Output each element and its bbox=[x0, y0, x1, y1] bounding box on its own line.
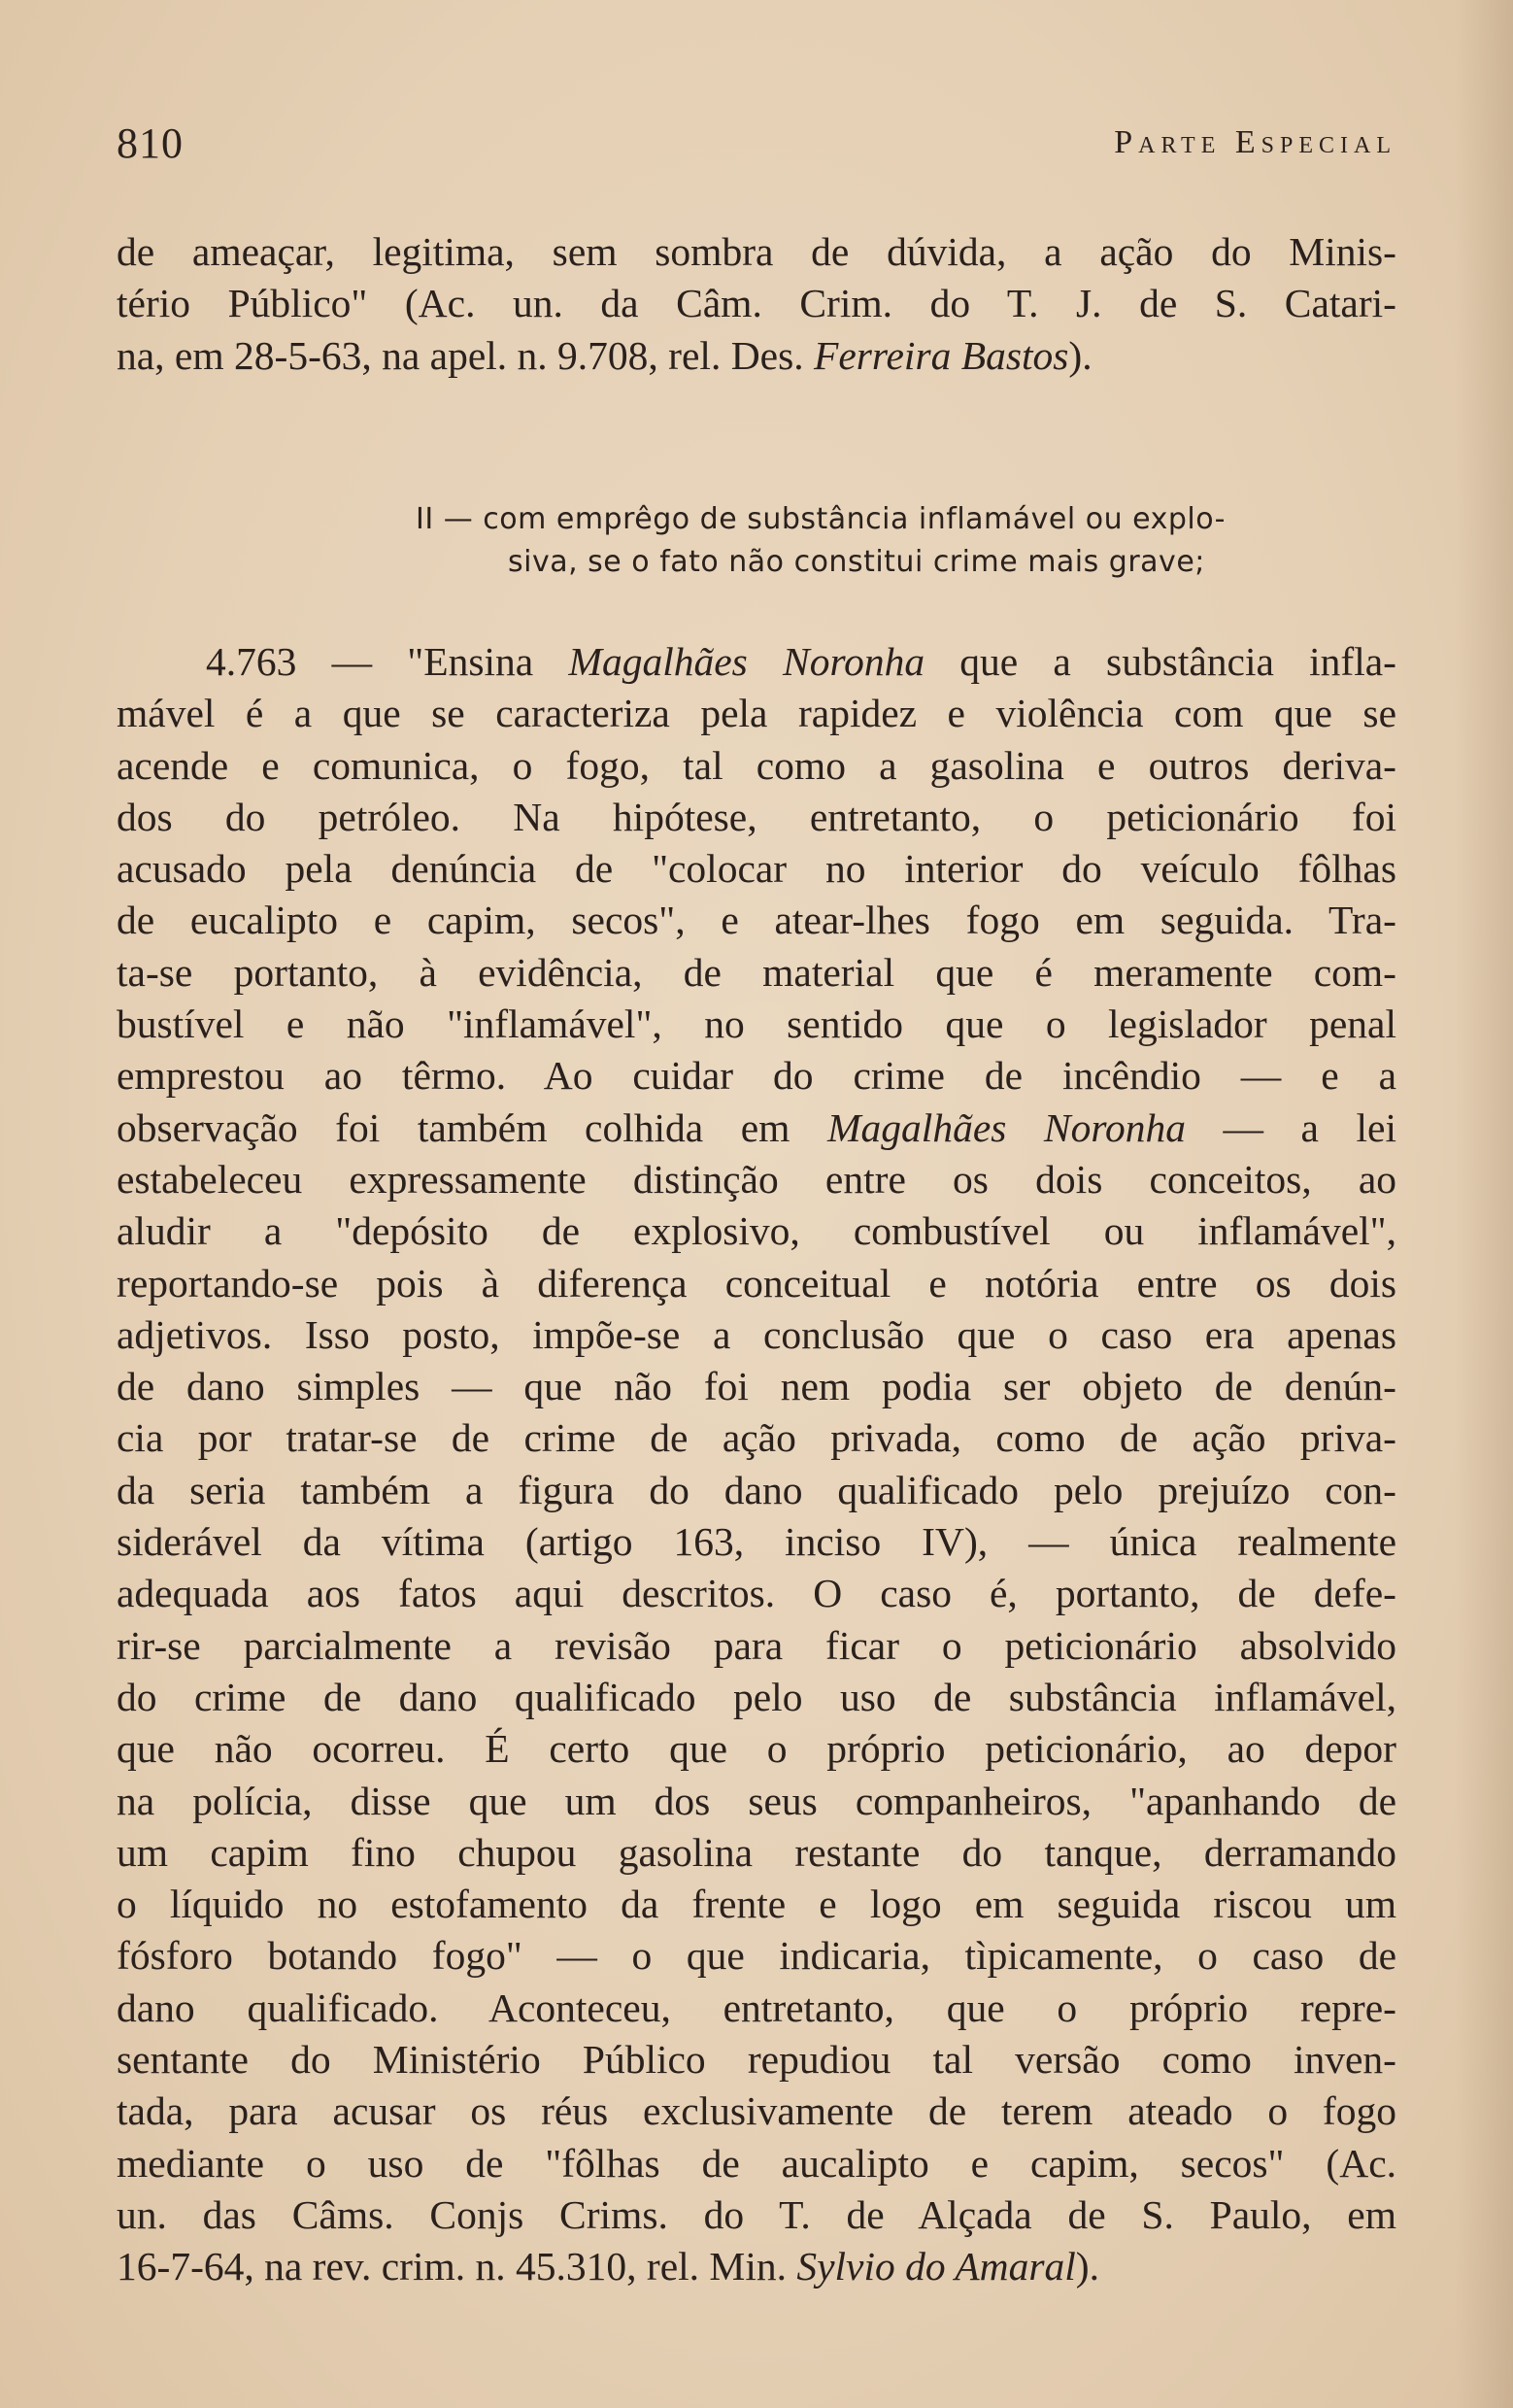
text-line: siderável da vítima (artigo 163, inciso IV), — única realmente bbox=[117, 1519, 1396, 1565]
text-span: ). bbox=[1075, 2244, 1099, 2289]
text-line: dano qualificado. Aconteceu, entretanto, que o próprio repre- bbox=[117, 1984, 1396, 2030]
text-line bbox=[117, 330, 1396, 382]
text-line: do crime de dano qualificado pelo uso de substância inflamável, bbox=[117, 1674, 1396, 1719]
text-span: observação foi também colhida em bbox=[117, 1104, 827, 1150]
text-line: o líquido no estofamento da frente e logo em seguida riscou um bbox=[117, 1882, 1396, 1927]
page-header bbox=[117, 119, 1396, 177]
italic-name: Ferreira Bastos bbox=[813, 332, 1069, 378]
running-head: Parte Especial bbox=[1114, 124, 1396, 160]
text-line bbox=[117, 2241, 1396, 2292]
paragraph-4763 bbox=[117, 636, 1396, 2293]
page-number: 810 bbox=[117, 119, 184, 167]
text-line: sentante do Ministério Público repudiou tal versão como inven- bbox=[117, 2037, 1396, 2083]
text-line: de eucalipto e capim, secos", e atear-lhes fogo em seguida. Tra- bbox=[117, 898, 1396, 943]
text-line: fósforo botando fogo" — o que indicaria, tìpicamente, o caso de bbox=[117, 1933, 1396, 1979]
text-line: rir-se parcialmente a revisão para ficar o peticionário absolvido bbox=[117, 1622, 1396, 1668]
item-line: II — com emprêgo de substância inflamável ou explo- bbox=[416, 502, 1226, 536]
text-line: aludir a "depósito de explosivo, combustível ou inflamável", bbox=[117, 1208, 1396, 1254]
text-line: que não ocorreu. É certo que o próprio peticionário, ao depor bbox=[117, 1726, 1396, 1772]
text-span: na, em 28-5-63, na apel. n. 9.708, rel. Des. bbox=[117, 332, 814, 378]
text-line: de ameaçar, legitima, sem sombra de dúvida, a ação do Minis- bbox=[117, 229, 1396, 274]
text-line: de dano simples — que não foi nem podia ser objeto de denún- bbox=[117, 1364, 1396, 1409]
text-line: un. das Câms. Conjs Crims. do T. de Alçada de S. Paulo, em bbox=[117, 2191, 1396, 2237]
text-line: da seria também a figura do dano qualificado pelo prejuízo con- bbox=[117, 1467, 1396, 1512]
text-line: adequada aos fatos aqui descritos. O caso é, portanto, de defe- bbox=[117, 1571, 1396, 1616]
text-line: tério Público" (Ac. un. da Câm. Crim. do T. J. de S. Catari- bbox=[117, 281, 1396, 326]
text-line: mável é a que se caracteriza pela rapidez e violência com que se bbox=[117, 691, 1396, 736]
page-edge-shadow bbox=[1455, 0, 1513, 2408]
text-span: 16-7-64, na rev. crim. n. 45.310, rel. Min. bbox=[117, 2244, 797, 2289]
text-line: ta-se portanto, à evidência, de material que é meramente com- bbox=[117, 949, 1396, 995]
text-line: bustível e não "inflamável", no sentido que o legislador penal bbox=[117, 1001, 1396, 1047]
italic-name: Magalhães Noronha bbox=[568, 639, 925, 684]
item-line: siva, se o fato não constitui crime mais grave; bbox=[508, 545, 1205, 579]
text-line: tada, para acusar os réus exclusivamente de terem ateado o fogo bbox=[117, 2088, 1396, 2134]
text-span: 4.763 — "Ensina bbox=[206, 639, 569, 684]
text-line bbox=[117, 636, 1396, 688]
text-line: adjetivos. Isso posto, impõe-se a conclusão que o caso era apenas bbox=[117, 1311, 1396, 1357]
text-line: acende e comunica, o fogo, tal como a gasolina e outros deriva- bbox=[117, 742, 1396, 788]
text-line: estabeleceu expressamente distinção entre os dois conceitos, ao bbox=[117, 1156, 1396, 1202]
paragraph-continuation bbox=[117, 226, 1396, 382]
text-line: na polícia, disse que um dos seus companheiros, "apanhando de bbox=[117, 1778, 1396, 1823]
code-item-ii bbox=[416, 498, 1396, 584]
text-line: um capim fino chupou gasolina restante do tanque, derramando bbox=[117, 1829, 1396, 1875]
text-line: dos do petróleo. Na hipótese, entretanto, o peticionário foi bbox=[117, 794, 1396, 839]
text-line: reportando-se pois à diferença conceitual e notória entre os dois bbox=[117, 1260, 1396, 1306]
text-line: cia por tratar-se de crime de ação privada, como de ação priva- bbox=[117, 1415, 1396, 1461]
text-span: ). bbox=[1068, 332, 1093, 378]
italic-name: Magalhães Noronha bbox=[826, 1104, 1186, 1150]
text-line bbox=[117, 1102, 1396, 1154]
text-line: acusado pela denúncia de "colocar no interior do veículo fôlhas bbox=[117, 846, 1396, 892]
text-span: — a lei bbox=[1185, 1104, 1396, 1150]
italic-name: Sylvio do Amaral bbox=[796, 2244, 1076, 2289]
text-span: que a substância infla- bbox=[925, 639, 1396, 684]
text-line: emprestou ao têrmo. Ao cuidar do crime de incêndio — e a bbox=[117, 1053, 1396, 1099]
text-line: mediante o uso de "fôlhas de aucalipto e capim, secos" (Ac. bbox=[117, 2140, 1396, 2186]
